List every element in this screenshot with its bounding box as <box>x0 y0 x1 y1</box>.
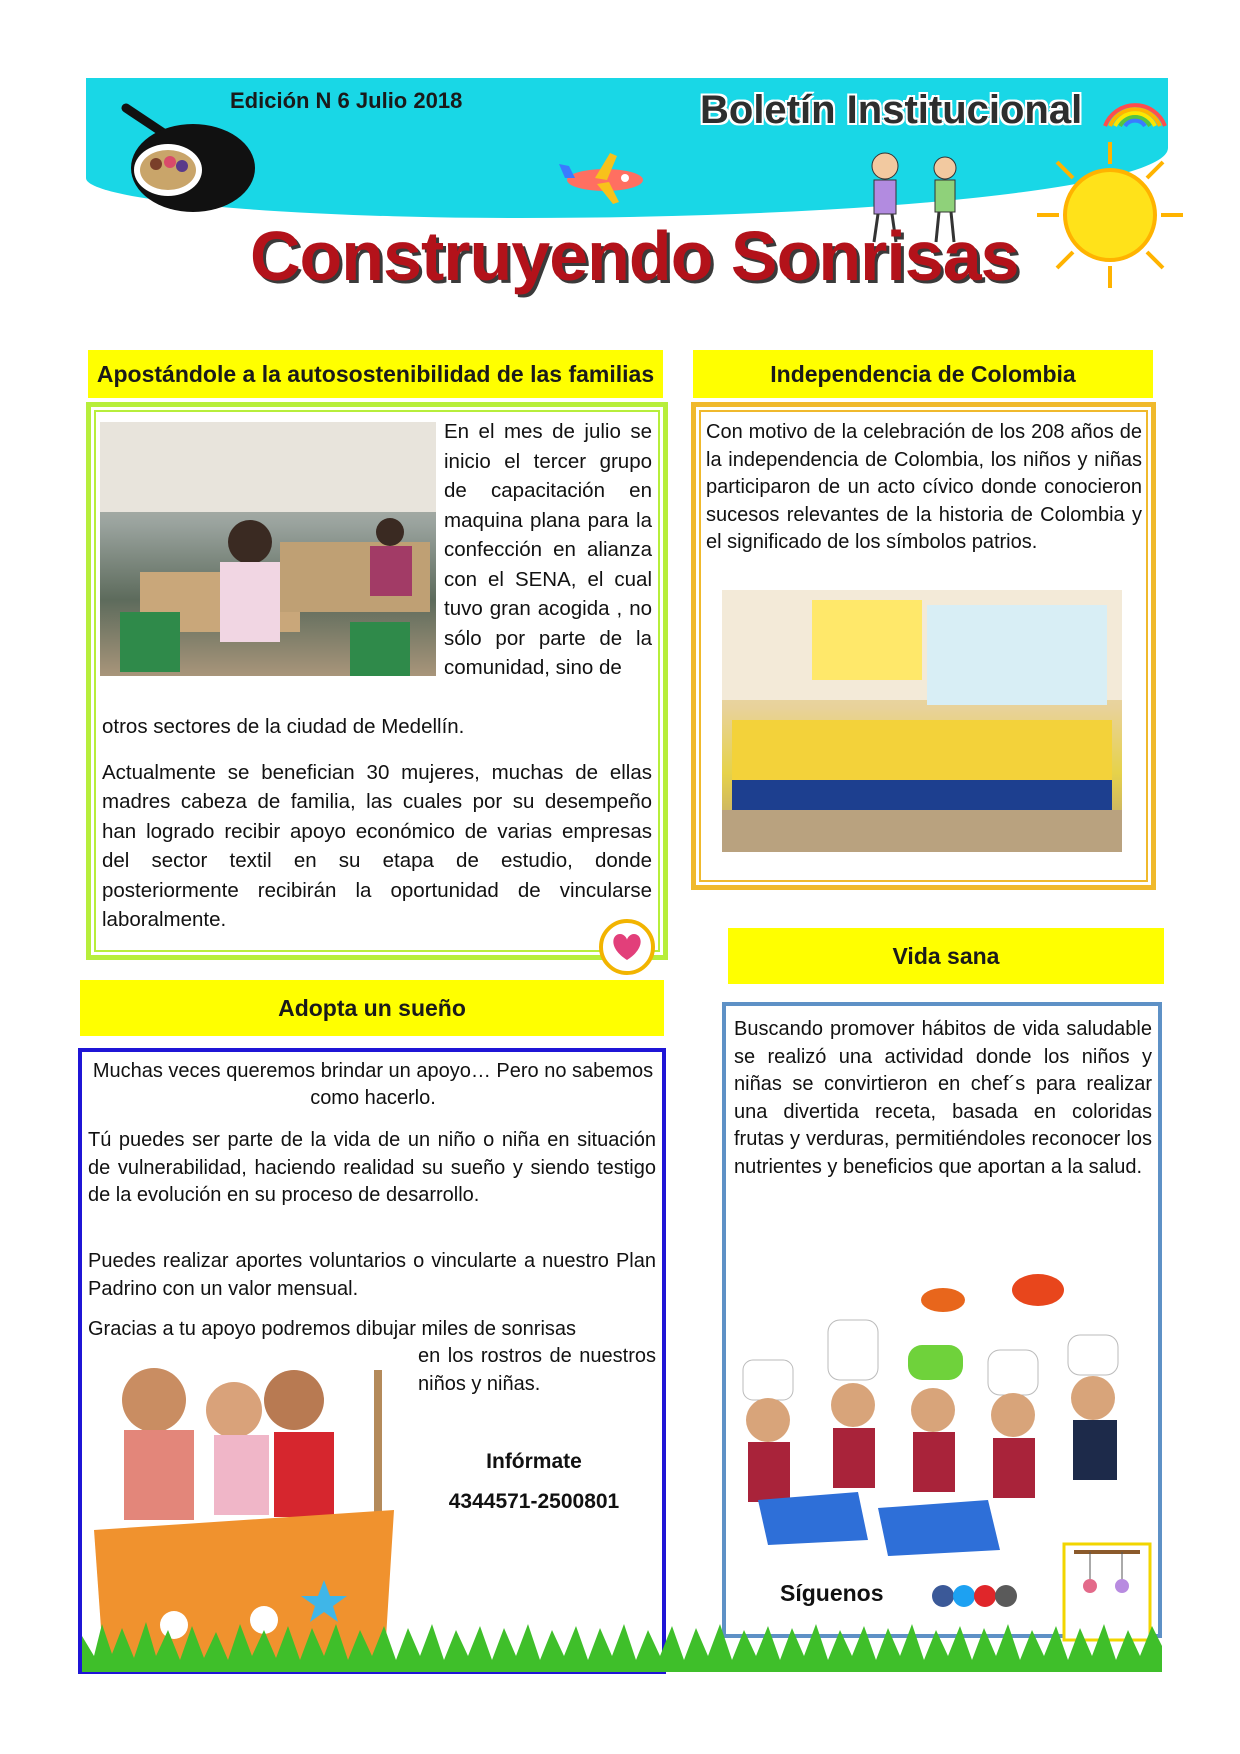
youtube-icon <box>974 1585 996 1607</box>
bulletin-title: Boletín Institucional <box>700 88 1083 132</box>
autosostenibilidad-text-top: En el mes de julio se inicio el tercer grupo de capacitación en maquina plana para la confección en alianza con el SENA, el cual tuvo gran acogida , no sólo por parte de la comunidad, sino de <box>444 420 652 679</box>
independence-children-photo <box>722 590 1122 852</box>
logo-emblem <box>108 96 258 216</box>
social-icons <box>932 1584 1022 1608</box>
heart-icon <box>598 918 656 976</box>
section-heading-autosostenibilidad: Apostándole a la autosostenibilidad de las familias <box>88 350 663 398</box>
edition-label: Edición N 6 Julio 2018 <box>230 88 463 113</box>
follow-us-label: Síguenos <box>780 1580 884 1606</box>
contact-phone: 4344571-2500801 <box>448 1490 620 1513</box>
instagram-icon <box>995 1585 1017 1607</box>
vida-sana-text: Buscando promover hábitos de vida saludable se realizó una actividad donde los niños y niñas se convirtieron en chef´s para realizar una divertida receta, basada en coloridas frutas y verduras, permitiéndoles reconocer los nutrientes y beneficios que aportan a la salud. <box>734 1018 1152 1178</box>
grass-decoration <box>82 1616 1162 1672</box>
adopta-paragraph-3b: en los rostros de nuestros niños y niñas. <box>418 1345 656 1395</box>
twitter-icon <box>953 1585 975 1607</box>
adopta-paragraph-2: Puedes realizar aportes voluntarios o vincularte a nuestro Plan Padrino con un valor mensual. <box>88 1250 656 1300</box>
independencia-text: Con motivo de la celebración de los 208 años de la independencia de Colombia, los niños y niñas participaron de un acto cívico donde conocieron sucesos relevantes de la historia de Colombia y el significado de los símbolos patrios. <box>706 421 1142 553</box>
adopta-paragraph-1: Tú puedes ser parte de la vida de un niño o niña en situación de vulnerabilidad, haciendo realidad su sueño y siendo testigo de la evolución en su proceso de desarrollo. <box>88 1129 656 1206</box>
children-chefs-photo <box>728 1270 1152 1560</box>
autosostenibilidad-text-body <box>102 712 652 935</box>
sewing-class-photo <box>100 422 436 676</box>
autosostenibilidad-text-cont: otros sectores de la ciudad de Medellín. <box>102 715 465 738</box>
section-heading-adopta: Adopta un sueño <box>80 980 664 1036</box>
adopta-intro: Muchas veces queremos brindar un apoyo… Pero no sabemos como hacerlo. <box>92 1060 654 1109</box>
facebook-icon <box>932 1585 954 1607</box>
section-heading-independencia: Independencia de Colombia <box>693 350 1153 398</box>
rainbow-icon <box>1100 78 1170 128</box>
adopta-paragraph-3: Gracias a tu apoyo podremos dibujar miles de sonrisas <box>88 1318 577 1340</box>
airplane-icon <box>555 148 650 208</box>
sun-icon <box>1035 140 1185 290</box>
newsletter-title: Construyendo Sonrisas <box>250 217 1019 295</box>
autosostenibilidad-text-p2: Actualmente se benefician 30 mujeres, muchas de ellas madres cabeza de familia, las cuales por su desempeño han logrado recibir apoyo económico de varias empresas del sector textil en su etapa de estudio, donde posteriormente recibirán la oportunidad de vincularse laboralmente. <box>102 760 652 931</box>
informate-label: Infórmate <box>486 1450 582 1473</box>
section-heading-vida-sana: Vida sana <box>728 928 1164 984</box>
